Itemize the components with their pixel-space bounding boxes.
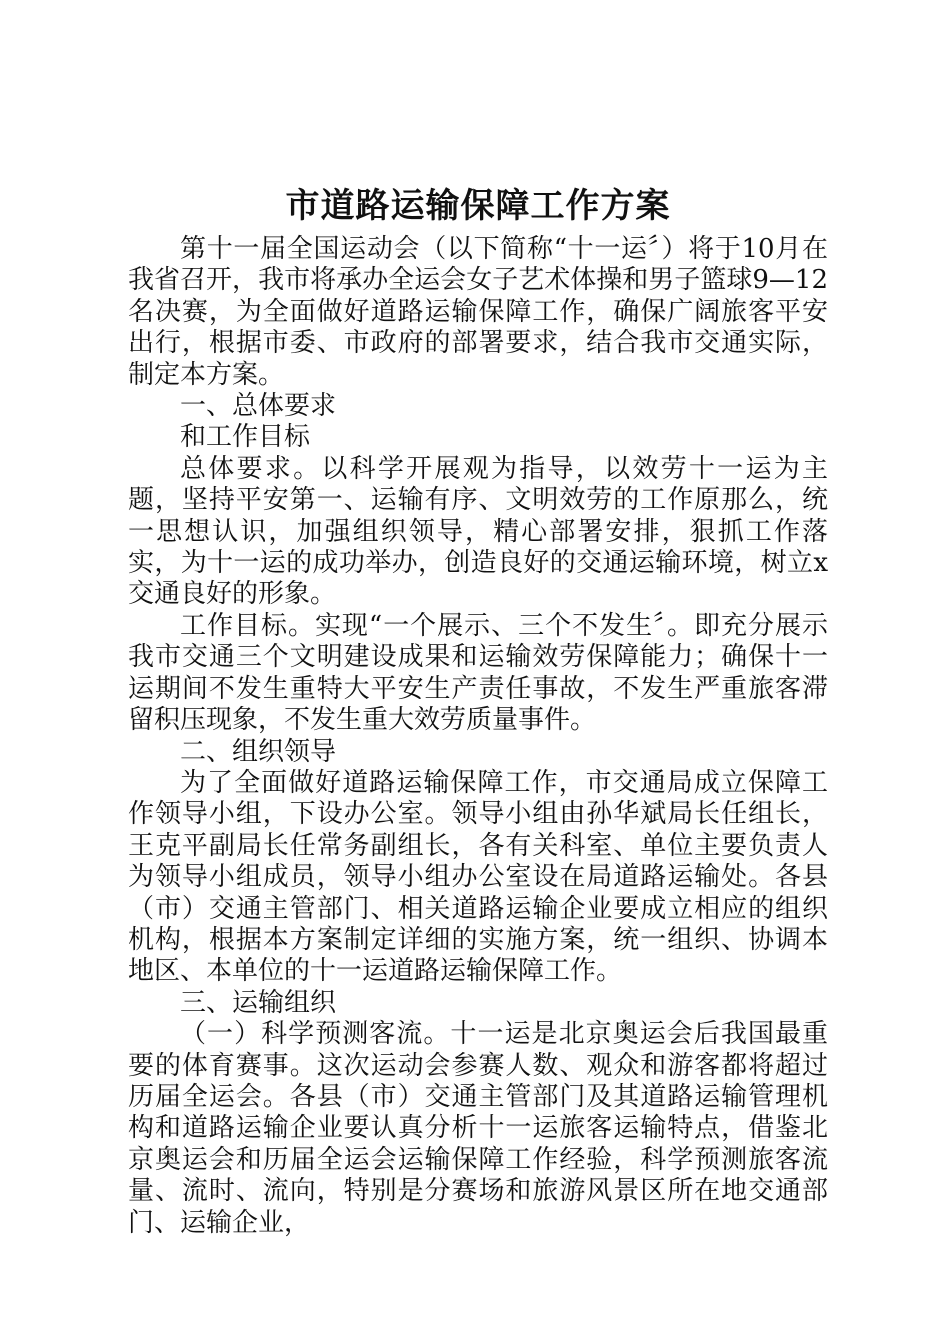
intro-paragraph: 第十一届全国运动会（以下简称“十一运〞）将于10月在我省召开，我市将承办全运会女子艺术体操和男子篮球9—12名决赛，为全面做好道路运输保障工作，确保广阔旅客平安出行，根据市委、市政府的部署要求，结合我市交通实际，制定本方案。	[128, 234, 828, 390]
section3-heading: 三、运输组织	[180, 987, 337, 1018]
section1-heading: 一、总体要求	[180, 391, 337, 422]
section1-subheading: 和工作目标	[180, 422, 311, 453]
section2-paragraph: 为了全面做好道路运输保障工作，市交通局成立保障工作领导小组，下设办公室。领导小组由孙华斌局长任组长，王克平副局长任常务副组长，各有关科室、单位主要负责人为领导小组成员，领导小组办公室设在局道路运输处。各县（市）交通主管部门、相关道路运输企业要成立相应的组织机构，根据本方案制定详细的实施方案，统一组织、协调本地区、本单位的十一运道路运输保障工作。	[128, 767, 828, 987]
section1-paragraph-goals: 工作目标。实现“一个展示、三个不发生〞。即充分展示我市交通三个文明建设成果和运输效劳保障能力；确保十一运期间不发生重特大平安生产责任事故，不发生严重旅客滞留积压现象，不发生重大效劳质量事件。	[128, 610, 828, 736]
document-page	[128, 186, 828, 1239]
document-title: 市道路运输保障工作方案	[285, 186, 671, 226]
section2-heading: 二、组织领导	[180, 736, 337, 767]
section1-paragraph-requirements: 总体要求。以科学开展观为指导，以效劳十一运为主题，坚持平安第一、运输有序、文明效劳的工作原那么，统一思想认识，加强组织领导，精心部署安排，狠抓工作落实，为十一运的成功举办，创造良好的交通运输环境，树立x交通良好的形象。	[128, 453, 828, 610]
section3-paragraph: （一）科学预测客流。十一运是北京奥运会后我国最重要的体育赛事。这次运动会参赛人数、观众和游客都将超过历届全运会。各县（市）交通主管部门及其道路运输管理机构和道路运输企业要认真分析十一运旅客运输特点，借鉴北京奥运会和历届全运会运输保障工作经验，科学预测旅客流量、流时、流向，特别是分赛场和旅游风景区所在地交通部门、运输企业，	[128, 1019, 828, 1238]
